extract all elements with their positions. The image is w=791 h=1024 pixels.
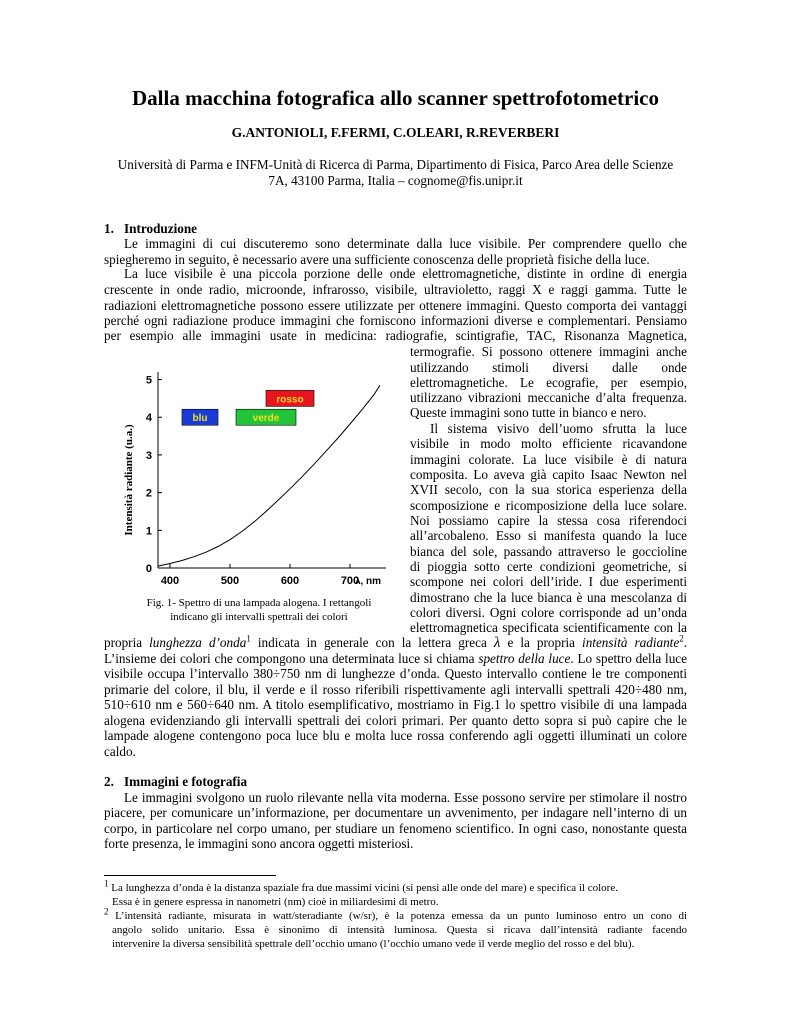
- paragraph-line: visibile in modo molto efficiente ricavandone: [410, 436, 687, 451]
- paragraph-line: L’insieme dei colori che compongono una determinata luce si chiama spettro della luce. Lo spettro della luce: [104, 651, 687, 666]
- band-label: blu: [192, 413, 208, 425]
- x-axis-label: λ, nm: [354, 576, 382, 587]
- band-blu: [182, 409, 218, 425]
- footnote-2-cont: intervenire la diversa sensibilità spettrale dell’occhio umano (l’occhio umano vede il verde meglio del rosso e del blu).: [112, 938, 635, 950]
- x-tick-label: 400: [160, 575, 180, 587]
- paragraph-line: di pioggia sotto certe condizioni geometriche, si: [410, 559, 687, 574]
- x-tick-label: 600: [280, 575, 300, 587]
- band-label: verde: [252, 413, 280, 425]
- paragraph-line: propria lunghezza d’onda$^1$ indicata in generale con la lettera greca λ e la propria intensità radiante$^2$.: [104, 633, 687, 651]
- section-1-heading: [104, 221, 197, 237]
- paragraph-line: piacere, per comunicare un’informazione, per documentare un avvenimento, per indagare nell’interno di un: [104, 805, 687, 820]
- paragraph-line: radiazioni elettromagnetiche possono essere utilizzate per ottenere immagini. Questo comporta dei vantaggi: [104, 298, 687, 313]
- paragraph-line: caldo.: [104, 744, 136, 759]
- paragraph-line: bianca del sole, passando attraverso le goccioline: [410, 544, 687, 559]
- section-number: 1.: [104, 221, 114, 236]
- paragraph-line: crescente in onde radio, microonde, infrarosso, visibile, ultravioletto, raggi X e raggi gamma. Tutte le: [104, 282, 687, 297]
- y-tick-label: 2: [145, 487, 152, 500]
- paragraph-line: scompone nei colori dell’iride. I due esperimenti: [410, 574, 687, 589]
- x-tick-label: 500: [220, 575, 240, 587]
- footnote-1-cont: Essa è in genere espressa in nanometri (nm) cioè in miliardesimi di metro.: [112, 896, 439, 908]
- paragraph-line: per esempio alle immagini usate in medicina: radiografie, scintigrafie, TAC, Risonanza Magnetica,: [104, 328, 687, 343]
- affiliation-line-2: 7A, 43100 Parma, Italia – cognome@fis.unipr.it: [268, 173, 523, 188]
- footnote-2: $^2$ L’intensità radiante, misurata in watt/steradiante (w/sr), è la potenza emessa da un punto luminoso entro un cono di: [104, 906, 687, 922]
- paragraph-line: utilizzano vibrazioni meccaniche d’alta frequenza.: [410, 390, 687, 405]
- paragraph-line: Le immagini svolgono un ruolo rilevante nella vita moderna. Esse possono servire per stimolare il nostro: [124, 790, 687, 805]
- paragraph-line: alogena evidenziando gli intervalli spettrali dei colori primari. Per quanto detto sopra si può capire che le: [104, 713, 687, 728]
- authors: G.ANTONIOLI, F.FERMI, C.OLEARI, R.REVERBERI: [231, 125, 560, 140]
- paragraph-line: dimostrano che la luce bianca è una mescolanza di: [410, 590, 687, 605]
- y-tick-label: 0: [145, 563, 152, 575]
- section-number: 2.: [104, 774, 114, 789]
- paragraph-line: utilizzando stimoli diversi dalle onde: [410, 360, 687, 375]
- paragraph-line: all’arcobaleno. Esso si manifesta quando la luce: [410, 528, 687, 543]
- section-2-heading: [104, 774, 247, 790]
- x-tick-label: 700: [340, 575, 360, 587]
- paragraph-line: elettromagnetiche. Le ecografie, per esempio,: [410, 375, 687, 390]
- paragraph-line: 510÷610 nm e 560÷640 nm. A titolo esemplificativo, mostriamo in Fig.1 lo spettro visibile di una lampada: [104, 697, 687, 712]
- paragraph-line: colori diversi. Ogni colore corrisponde ad un’onda: [410, 605, 687, 620]
- paragraph-line: La luce visibile è una piccola porzione delle onde elettromagnetiche, distinte in ordine di energia: [124, 266, 687, 281]
- paragraph-line: spiegheremo in seguito, è necessario avere una sufficiente conoscenza delle proprietà fisiche della luce.: [104, 252, 650, 267]
- footnote-rule: [104, 875, 276, 876]
- band-verde: [236, 409, 296, 425]
- paper-title: Dalla macchina fotografica allo scanner spettrofotometrico: [131, 86, 660, 110]
- y-tick-label: 3: [145, 449, 152, 462]
- footnote-1: $^1$ La lunghezza d’onda è la distanza spaziale fra due massimi vicini (si pensi alle onde del mare) e specifica il colore.: [104, 878, 618, 894]
- y-axis-label: Intensità radiante (u.a.): [123, 424, 135, 536]
- paragraph-line: lampade alogene contengono poca luce blu e molta luce rossa conferendo agli oggetti illuminati un colore: [104, 728, 687, 743]
- paragraph-line: Noi possiamo capire la stessa cosa riferendoci: [410, 513, 687, 528]
- y-tick-label: 1: [145, 525, 152, 538]
- figure-1: [120, 362, 392, 594]
- paragraph-line: scomposizione e ricomposizione della luce solare.: [410, 498, 687, 513]
- figure-caption-line-2: indicano gli intervalli spettrali dei colori: [170, 611, 348, 623]
- section-title: Introduzione: [124, 221, 198, 236]
- footnote-2-cont: angolo solido unitario. Essa è sinonimo di intensità luminosa. Questa si ricava dall’intensità radiante facendo: [112, 924, 687, 936]
- figure-caption-line-1: Fig. 1- Spettro di una lampada alogena. I rettangoli: [146, 597, 372, 609]
- paragraph-line: composita. Lo aveva già capito Isaac Newton nel: [410, 467, 687, 482]
- paragraph-line: Le immagini di cui discuteremo sono determinate dalla luce visibile. Per comprendere quello che: [124, 236, 687, 251]
- paragraph-line: elettromagnetica specificata scientificamente con la: [410, 620, 687, 635]
- paragraph-line: Il sistema visivo dell’uomo sfrutta la luce: [430, 421, 687, 436]
- paragraph-line: termografie. Si possono ottenere immagini anche: [410, 344, 687, 359]
- y-tick-label: 4: [145, 412, 152, 425]
- paragraph-line: Queste immagini sono tutte in bianco e nero.: [410, 405, 647, 420]
- y-tick-label: 5: [145, 374, 152, 387]
- band-rosso: [266, 390, 314, 406]
- paragraph-line: visibile occupa l’intervallo 380÷750 nm di lunghezze d’onda. Questo intervallo contiene le tre componenti: [104, 666, 687, 681]
- spectrum-chart: [120, 362, 392, 594]
- paragraph-line: immagini colorate. La luce visibile è di natura: [410, 452, 687, 467]
- band-label: rosso: [276, 394, 304, 406]
- paragraph-line: primarie del colore, il blu, il verde e il rosso riferibili rispettivamente agli intervalli spettrali 420÷480 nm,: [104, 682, 687, 697]
- paragraph-line: corpo, in particolare nel corpo umano, per studiare un fenomeno scientifico. In ogni caso, nonostante questa: [104, 821, 687, 836]
- paragraph-line: XVII secolo, con la sua storica esperienza della: [410, 482, 687, 497]
- affiliation-line-1: Università di Parma e INFM-Unità di Ricerca di Parma, Dipartimento di Fisica, Parco Area delle Scienze: [117, 157, 674, 172]
- section-title: Immagini e fotografia: [124, 774, 248, 789]
- paragraph-line: forte presenza, le immagini sono ancora oggetti misteriosi.: [104, 836, 414, 851]
- paragraph-line: perché ogni radiazione produce immagini che forniscono informazioni diverse e complementari. Pensiamo: [104, 313, 687, 328]
